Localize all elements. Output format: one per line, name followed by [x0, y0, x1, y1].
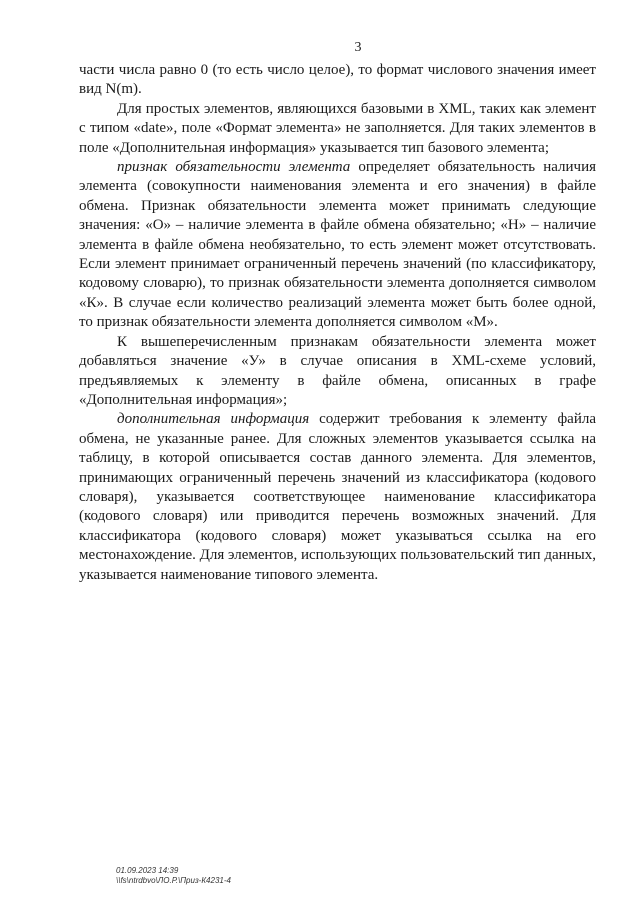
footer-timestamp: 01.09.2023 14:39 — [116, 866, 179, 875]
document-footer — [116, 866, 231, 886]
defined-term: признак обязательности элемента — [117, 159, 351, 176]
footer-file-path: \\fs\ntrdbvo\ЛО.Р.\Приз-К4231-4 — [116, 876, 231, 885]
paragraph-text: К вышеперечисленным признакам обязательности элемента может добавляться значение «У» в случае описания в XML-схеме условий, предъявляемых к элементу в файле обмена, описанных в графе «Дополнительная информация»; — [79, 333, 596, 408]
paragraph-text: определяет обязательность наличия элемента (совокупности наименования элемента и его значения) в файле обмена. Признак обязательности элемента может принимать следующие значения: «О» – наличие элемента в файле обмена обязательно; «Н» – наличие элемента в файле обмена необязательно, то есть элемент может отсутствовать. Если элемент принимает ограниченный перечень значений (по классификатору, кодовому словарю), то признак обязательности элемента дополняется символом «К». В случае если количество реализаций элемента может быть более одной, то признак обязательности элемента дополняется символом «М». — [79, 159, 596, 331]
paragraph-text: содержит требования к элементу файла обмена, не указанные ранее. Для сложных элементов указывается ссылка на таблицу, в которой описывается состав данного элемента. Для элементов, принимающих ограниченный перечень значений из классификатора (кодового словаря), указывается соответствующее наименование классификатора (кодового словаря) или приводится перечень возможных значений. Для классификатора (кодового словаря) может указываться ссылка на его местонахождение. Для элементов, использующих пользовательский тип данных, указывается наименование типового элемента. — [79, 411, 596, 583]
paragraph-text: Для простых элементов, являющихся базовыми в XML, таких как элемент с типом «date», поле «Формат элемента» не заполняется. Для таких элементов в поле «Дополнительная информация» указывается тип базового элемента; — [79, 100, 596, 156]
page-number: 3 — [354, 40, 362, 55]
paragraph — [79, 100, 596, 158]
defined-term: дополнительная информация — [117, 411, 310, 428]
paragraph-text: части числа равно 0 (то есть число целое), то формат числового значения имеет вид N(m). — [79, 62, 596, 98]
paragraph — [79, 333, 596, 411]
paragraph — [79, 61, 596, 100]
paragraph — [79, 158, 596, 333]
paragraph — [79, 410, 596, 585]
document-body — [79, 61, 596, 585]
